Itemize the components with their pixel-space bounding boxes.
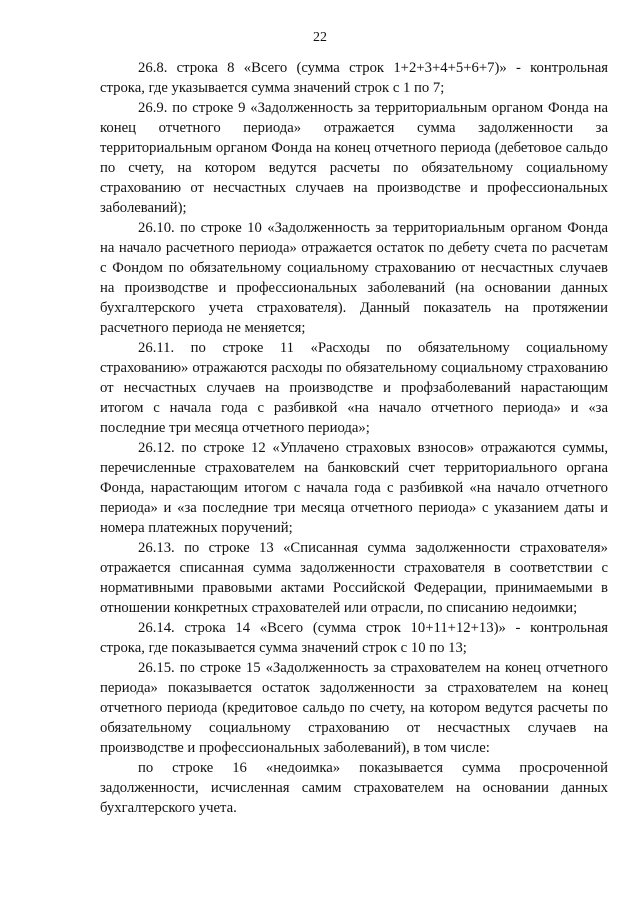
document-body (100, 58, 608, 818)
paragraph-26-11: 26.11. по строке 11 «Расходы по обязательному социальному страхованию» отражаются расходы по обязательному социальному страхованию от несчастных случаев на производстве и профзаболеваний нарастающим итогом с начала года с разбивкой «на начало отчетного периода» и «за последние три месяца отчетного периода»; (100, 340, 608, 436)
paragraph-26-14: 26.14. строка 14 «Всего (сумма строк 10+11+12+13)» - контрольная строка, где показывается сумма значений строк с 10 по 13; (100, 620, 608, 656)
paragraph-26-10: 26.10. по строке 10 «Задолженность за территориальным органом Фонда на начало расчетного периода» отражается остаток по дебету счета по расчетам с Фондом по обязательному социальному страхованию от несчастных случаев на производстве и профессиональных заболеваний (на основании данных бухгалтерского учета страхователя). Данный показатель на протяжении расчетного периода не меняется; (100, 220, 608, 336)
paragraph-26-9: 26.9. по строке 9 «Задолженность за территориальным органом Фонда на конец отчетного периода» отражается сумма задолженности за территориальным органом Фонда на конец отчетного периода (дебетовое сальдо по счету, на котором ведутся расчеты по обязательному социальному страхованию от несчастных случаев на производстве и профессиональных заболеваний); (100, 100, 608, 216)
paragraph-26-12: 26.12. по строке 12 «Уплачено страховых взносов» отражаются суммы, перечисленные страхователем на банковский счет территориального органа Фонда, нарастающим итогом с начала года с разбивкой «на начало отчетного периода» и «за последние три месяца отчетного периода» с указанием даты и номера платежных поручений; (100, 440, 608, 536)
paragraph-26-13: 26.13. по строке 13 «Списанная сумма задолженности страхователя» отражается списанная сумма задолженности страхователя в соответствии с нормативными правовыми актами Российской Федерации, принимаемыми в отношении конкретных страхователей или отрасли, по списанию недоимки; (100, 540, 608, 616)
paragraph-26-15: 26.15. по строке 15 «Задолженность за страхователем на конец отчетного периода» показывается остаток задолженности за страхователем на конец отчетного периода (кредитовое сальдо по счету, на котором ведутся расчеты по обязательному социальному страхованию от несчастных случаев на производстве и профессиональных заболеваний), в том числе: (100, 660, 608, 756)
paragraph-26-8: 26.8. строка 8 «Всего (сумма строк 1+2+3+4+5+6+7)» - контрольная строка, где указывается сумма значений строк с 1 по 7; (100, 60, 608, 96)
paragraph-line-16: по строке 16 «недоимка» показывается сумма просроченной задолженности, исчисленная самим страхователем на основании данных бухгалтерского учета. (100, 760, 608, 816)
page-number: 22 (313, 30, 327, 45)
